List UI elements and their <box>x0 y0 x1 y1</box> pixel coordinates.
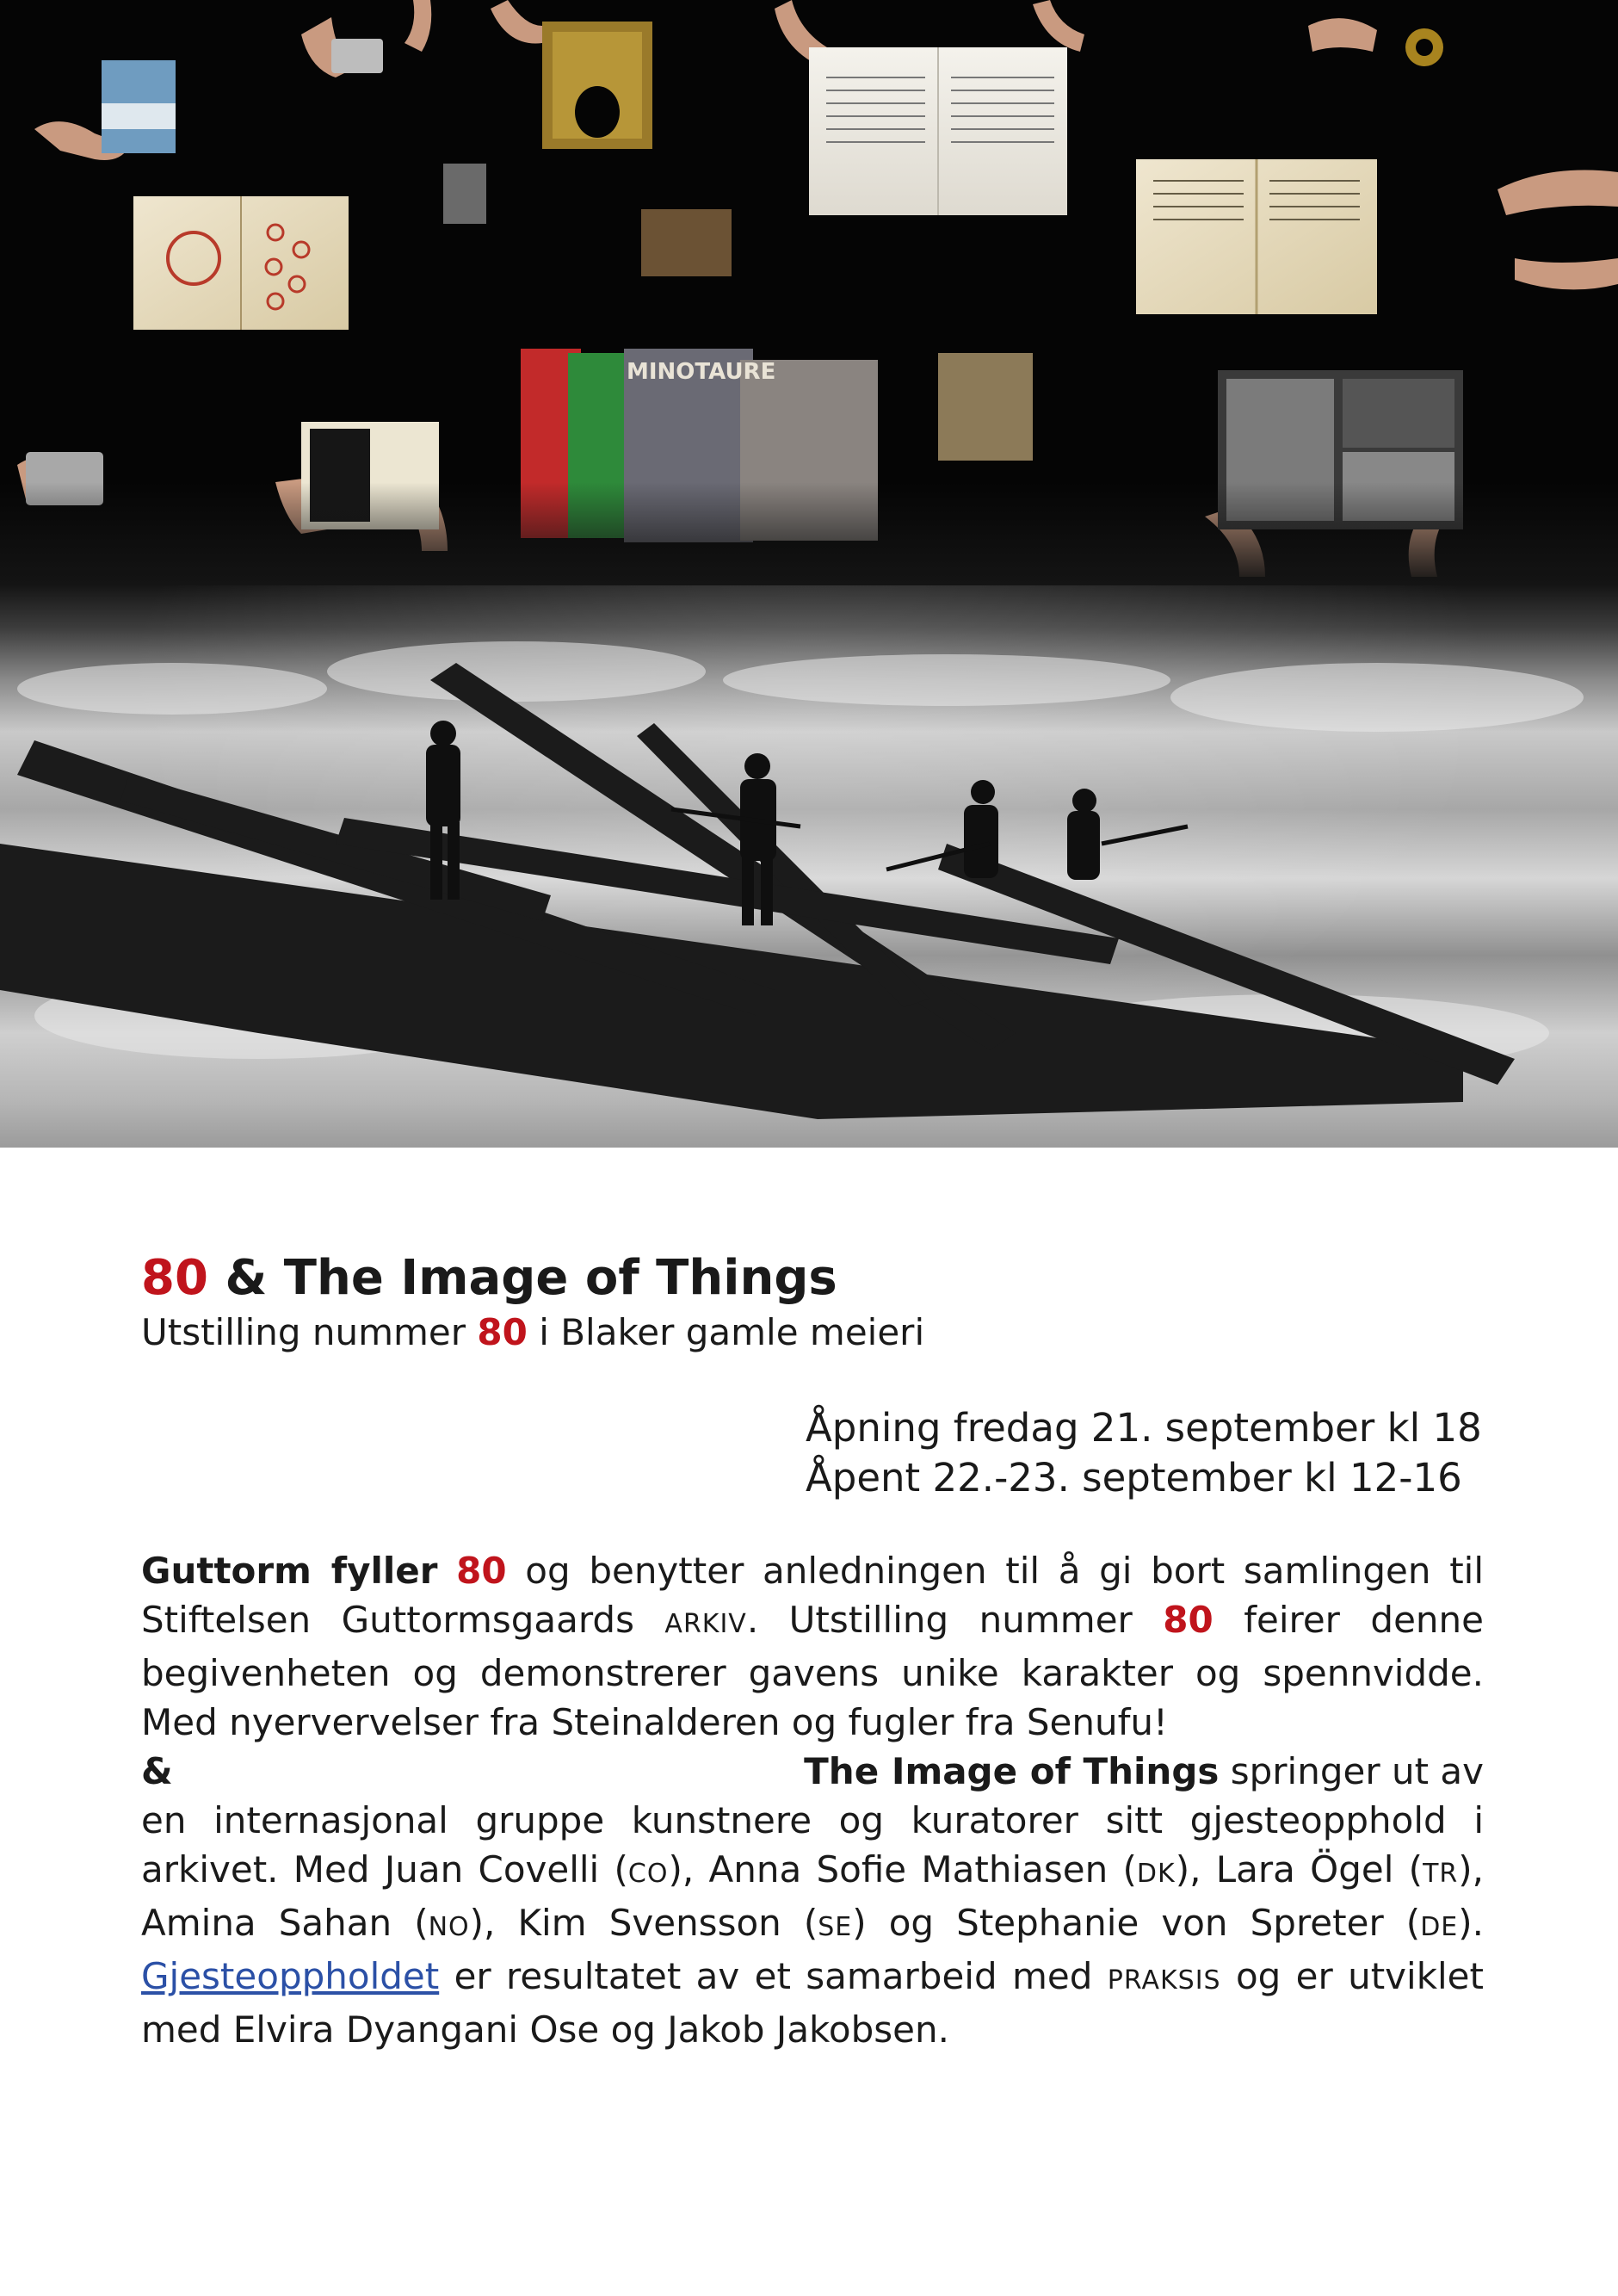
body-number-1: 80 <box>456 1550 507 1592</box>
country-co: CO <box>627 1859 669 1889</box>
body-text-4: springer ut av <box>1230 1750 1484 1792</box>
country-tr: TR <box>1423 1859 1459 1889</box>
body-text-1: og benytter anledningen til å gi bort samlingen til Stiftelsen Guttormsgaards <box>141 1550 1485 1641</box>
country-dk: DK <box>1136 1859 1176 1889</box>
body-name: Guttorm fyller <box>141 1550 438 1592</box>
country-no: NO <box>428 1912 470 1942</box>
body-text-11: ). <box>1458 1902 1484 1944</box>
body-text-13: og er utviklet med Elvira Dyangani Ose og Jakob Jakobsen. <box>141 1955 1484 2051</box>
body-text-7: ), Lara Ögel ( <box>1175 1848 1423 1891</box>
body-text-8: ), Amina Sahan ( <box>141 1848 1484 1944</box>
opening-dates <box>806 1403 1484 1503</box>
title-rest: & The Image of Things <box>225 1250 837 1306</box>
gjesteoppholdet-link[interactable]: Gjesteoppholdet <box>141 1955 440 1997</box>
body-text-10: ) og Stephanie von Spreter ( <box>852 1902 1421 1944</box>
subtitle-before: Utstilling nummer <box>141 1311 466 1353</box>
ampersand: & <box>141 1750 173 1792</box>
image-of-things-line <box>141 1747 1484 1796</box>
subtitle <box>141 1309 1484 1357</box>
title-number: 80 <box>141 1250 208 1306</box>
image-of-things-title: The Image of Things <box>804 1750 1220 1792</box>
subtitle-number: 80 <box>477 1311 528 1353</box>
archive-objects-photo <box>0 0 1618 585</box>
minotaure-cover-text: MINOTAURE <box>627 359 776 385</box>
body-text-6: ), Anna Sofie Mathiasen ( <box>668 1848 1137 1891</box>
arkiv-smallcaps: ARKIV <box>664 1609 747 1639</box>
image-title-line <box>804 1747 1484 1796</box>
body-text-2: . Utstilling nummer <box>746 1599 1133 1641</box>
page-title <box>141 1248 1484 1309</box>
body-text-5: en internasjonal gruppe kunstnere og kuratorer sitt gjesteopphold i arkivet. Med Juan Covelli ( <box>141 1799 1484 1891</box>
body-text-9: ), Kim Svensson ( <box>469 1902 818 1944</box>
body-text-12: er resultatet av et samarbeid med <box>454 1955 1093 1997</box>
open-line: Åpent 22.-23. september kl 12-16 <box>806 1455 1462 1501</box>
body-number-2: 80 <box>1163 1599 1214 1641</box>
timber-rafting-illustration <box>0 585 1618 1148</box>
description-text <box>141 1546 1484 2054</box>
subtitle-after: i Blaker gamle meieri <box>539 1311 925 1353</box>
exhibition-text <box>141 1248 1484 2054</box>
country-de: DE <box>1420 1912 1459 1942</box>
praksis-smallcaps: PRAKSIS <box>1107 1965 1221 1996</box>
body-text-3: feirer denne begivenheten og demonstrerer gavens unike karakter og spennvidde. Med nyervervelser fra Steinalderen og fugler fra Senufu! <box>141 1599 1484 1743</box>
timber-rafting-photo <box>0 585 1618 1148</box>
country-se: SE <box>818 1912 853 1942</box>
top-photo-fade <box>0 482 1618 585</box>
opening-line: Åpning fredag 21. september kl 18 <box>806 1405 1482 1451</box>
